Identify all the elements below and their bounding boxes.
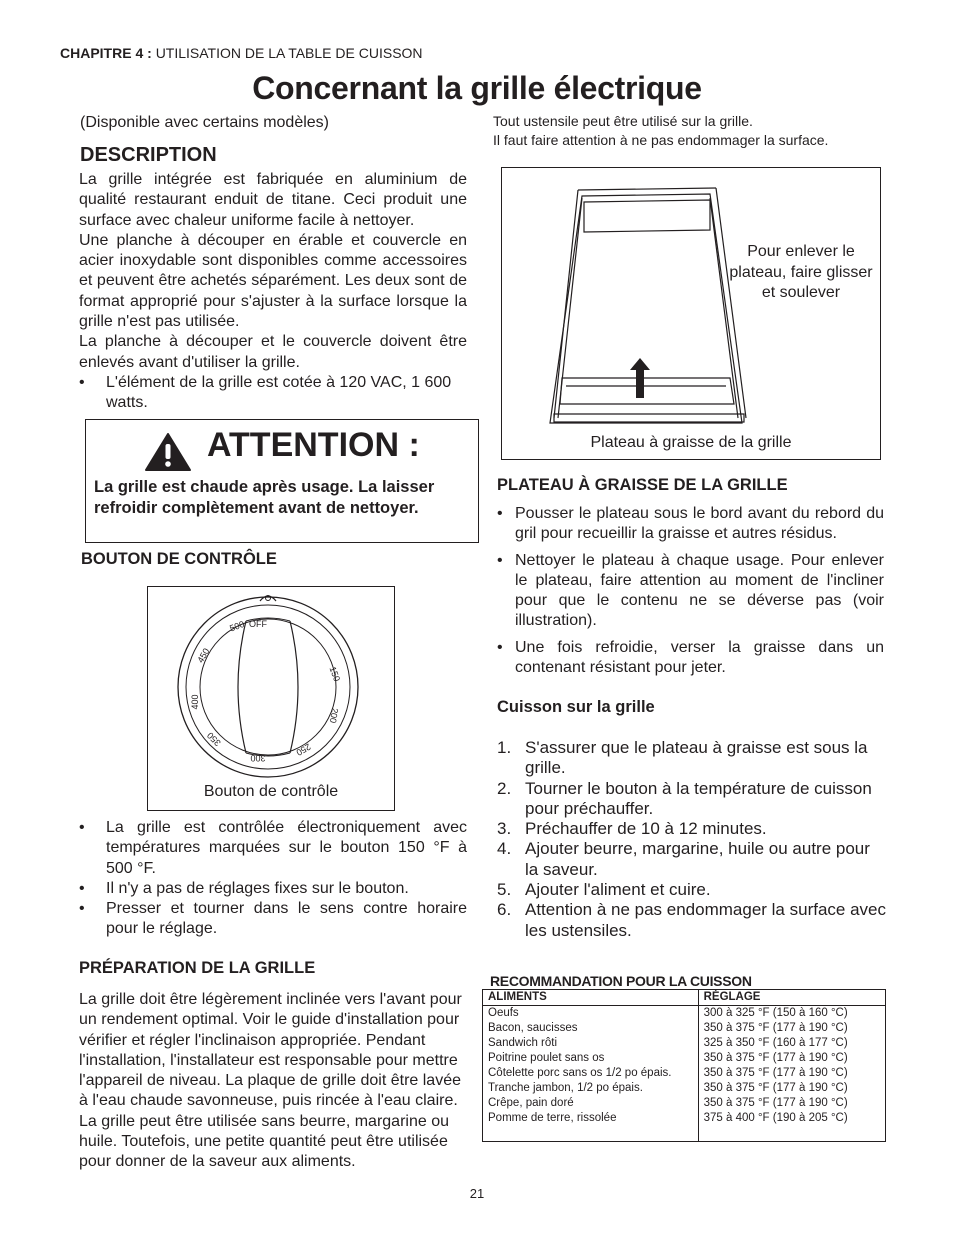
table-row: [483, 1066, 886, 1081]
list-item: [497, 738, 887, 779]
dial-label-150: 150: [327, 665, 343, 683]
list-item: • Nettoyer le plateau à chaque usage. Pour enlever le plateau, faire attention au moment de l'incliner pour que le contenu ne se déverse pas (voir illustration).: [497, 551, 884, 632]
control-knob-figure: [147, 586, 395, 811]
description-bullets: [79, 373, 467, 414]
list-item: [497, 900, 887, 941]
table-row: [483, 1096, 886, 1111]
step-text: Ajouter beurre, margarine, huile ou autre pour la saveur.: [525, 839, 870, 879]
setting-cell: 350 à 375 °F (177 à 190 °C): [698, 1081, 885, 1096]
control-heading: BOUTON DE CONTRÔLE: [81, 550, 277, 568]
dial-label-off: OFF: [249, 619, 267, 629]
description-body: [79, 170, 467, 414]
food-cell: Tranche jambon, 1/2 po épais.: [483, 1081, 699, 1096]
section-label: UTILISATION DE LA TABLE DE CUISSON: [155, 45, 423, 61]
table-row: [483, 1051, 886, 1066]
control-knob-dial: [148, 587, 394, 810]
setting-cell: 350 à 375 °F (177 à 190 °C): [698, 1096, 885, 1111]
page-number: 21: [469, 1186, 485, 1201]
food-cell: Crêpe, pain doré: [483, 1096, 699, 1111]
step-text: S'assurer que le plateau à graisse est sous la grille.: [525, 738, 868, 778]
preparation-text: La grille doit être légèrement inclinée vers l'avant pour un rendement optimal. Voir le guide d'installation pour vérifier et régler l'inclinaison appropriée. Pendant l'installation, l'installateur est responsable pour mettre l'appareil de niveau. La plaque de grille doit être lavée à l'eau chaude savonneuse, puis rincée à l'eau claire. La grille peut être utilisée sans beurre, margarine ou huile. Toutefois, une petite quantité peut être utilisée pour donner de la saveur aux aliments.: [79, 991, 462, 1171]
setting-cell: 350 à 375 °F (177 à 190 °C): [698, 1051, 885, 1066]
setting-cell: 375 à 400 °F (190 à 205 °C): [698, 1111, 885, 1142]
grease-tray-figure: [501, 167, 881, 460]
dial-label-500: 500: [228, 618, 246, 634]
table-row: [483, 1111, 886, 1142]
description-heading: DESCRIPTION: [80, 144, 217, 166]
list-item: • Pousser le plateau sous le bord avant du rebord du gril pour recueillir la graisse et autres résidus.: [497, 504, 884, 545]
food-cell: Sandwich rôti: [483, 1036, 699, 1051]
table-row: [483, 1021, 886, 1036]
griddle-illustration: [502, 168, 880, 459]
description-paragraph: La grille intégrée est fabriquée en aluminium de qualité restaurant enduit de titane. Ceci produit une surface avec chaleur uniforme facile à nettoyer.: [79, 171, 467, 229]
attention-text: La grille est chaude après usage. La laisser refroidir complètement avant de nettoyer.: [94, 478, 435, 517]
page-title: Concernant la grille électrique: [252, 70, 702, 106]
list-item: • Il n'y a pas de réglages fixes sur le bouton.: [79, 879, 467, 899]
list-item: • Une fois refroidie, verser la graisse dans un contenant résistant pour jeter.: [497, 638, 884, 679]
utensils-note: [493, 112, 828, 150]
dial-label-400: 400: [190, 694, 200, 710]
dial-label-300: 300: [250, 753, 266, 763]
setting-cell: 300 à 325 °F (150 à 160 °C): [698, 1006, 885, 1022]
step-number: 1.: [497, 738, 512, 757]
attention-label: ATTENTION :: [207, 426, 420, 464]
table-row: [483, 1036, 886, 1051]
step-text: Préchauffer de 10 à 12 minutes.: [525, 819, 767, 839]
list-item: • La grille est contrôlée électroniquement avec températures marquées sur le bouton 150 °F à 500 °F.: [79, 818, 467, 879]
control-bullets: [79, 818, 467, 940]
preparation-heading: PRÉPARATION DE LA GRILLE: [79, 959, 316, 977]
recommendation-table: [482, 989, 886, 1142]
dial-label-200: 200: [327, 707, 341, 724]
table-row: [483, 1006, 886, 1022]
step-number: 2.: [497, 778, 512, 798]
grease-tray-heading: PLATEAU À GRAISSE DE LA GRILLE: [497, 476, 788, 494]
chapter-label: CHAPITRE 4 :: [60, 45, 152, 61]
list-item: [497, 819, 887, 839]
food-cell: Oeufs: [483, 1006, 699, 1022]
figure-callout: Pour enlever le plateau, faire glisser et soulever: [729, 243, 873, 301]
control-bullets-block: [79, 818, 467, 940]
setting-cell: 350 à 375 °F (177 à 190 °C): [698, 1066, 885, 1081]
cooking-steps-list: [497, 738, 887, 941]
cooking-heading: Cuisson sur la grille: [497, 698, 655, 716]
list-item: [497, 880, 887, 900]
grease-tray-body: [497, 504, 884, 678]
attention-box: [85, 419, 479, 543]
table-header-row: [483, 990, 886, 1006]
step-number: 4.: [497, 839, 512, 859]
setting-cell: 350 à 375 °F (177 à 190 °C): [698, 1021, 885, 1036]
chapter-header: [60, 45, 423, 61]
setting-cell: 325 à 350 °F (160 à 177 °C): [698, 1036, 885, 1051]
dial-label-450: 450: [195, 646, 212, 665]
cooking-steps: [497, 738, 887, 941]
food-cell: Côtelette porc sans os 1/2 po épais.: [483, 1066, 699, 1081]
step-number: 5.: [497, 880, 512, 900]
grease-tray-bullets: [497, 504, 884, 678]
step-text: Ajouter l'aliment et cuire.: [525, 880, 711, 900]
warning-icon: [144, 432, 192, 472]
description-paragraph: Une planche à découper en érable et couvercle en acier inoxydable sont disponibles comme accessoires et peuvent être achetés séparément. Les deux sont de format approprié pour s'ajuster à la surface lorsque la grille n'est pas utilisée.: [79, 231, 467, 331]
list-item: • Presser et tourner dans le sens contre horaire pour le réglage.: [79, 899, 467, 940]
description-paragraph: La planche à découper et le couvercle doivent être enlevés avant d'utiliser la grille.: [79, 333, 467, 371]
list-item: • L'élément de la grille est cotée à 120 VAC, 1 600 watts.: [79, 373, 467, 414]
step-text: Attention à ne pas endommager la surface avec les ustensiles.: [525, 900, 886, 940]
recommendation-title: RECOMMANDATION POUR LA CUISSON: [490, 973, 752, 989]
list-item: [497, 839, 887, 880]
step-number: 3.: [497, 819, 512, 839]
food-cell: Poitrine poulet sans os: [483, 1051, 699, 1066]
figure-caption: Plateau à graisse de la grille: [590, 434, 792, 451]
utensils-line: Tout ustensile peut être utilisé sur la grille.: [493, 113, 753, 129]
utensils-line: Il faut faire attention à ne pas endommager la surface.: [493, 132, 829, 148]
column-header: ALIMENTS: [483, 990, 699, 1006]
dial-label-350: 350: [205, 730, 223, 748]
control-knob-caption: Bouton de contrôle: [203, 783, 339, 800]
step-text: Tourner le bouton à la température de cuisson pour préchauffer.: [525, 778, 872, 818]
step-number: 6.: [497, 900, 512, 920]
food-cell: Pomme de terre, rissolée: [483, 1111, 699, 1142]
list-item: [497, 779, 887, 820]
table-row: [483, 1081, 886, 1096]
availability-note: (Disponible avec certains modèles): [80, 114, 329, 131]
food-cell: Bacon, saucisses: [483, 1021, 699, 1036]
dial-label-250: 250: [294, 741, 313, 758]
column-header: RÉGLAGE: [698, 990, 885, 1006]
